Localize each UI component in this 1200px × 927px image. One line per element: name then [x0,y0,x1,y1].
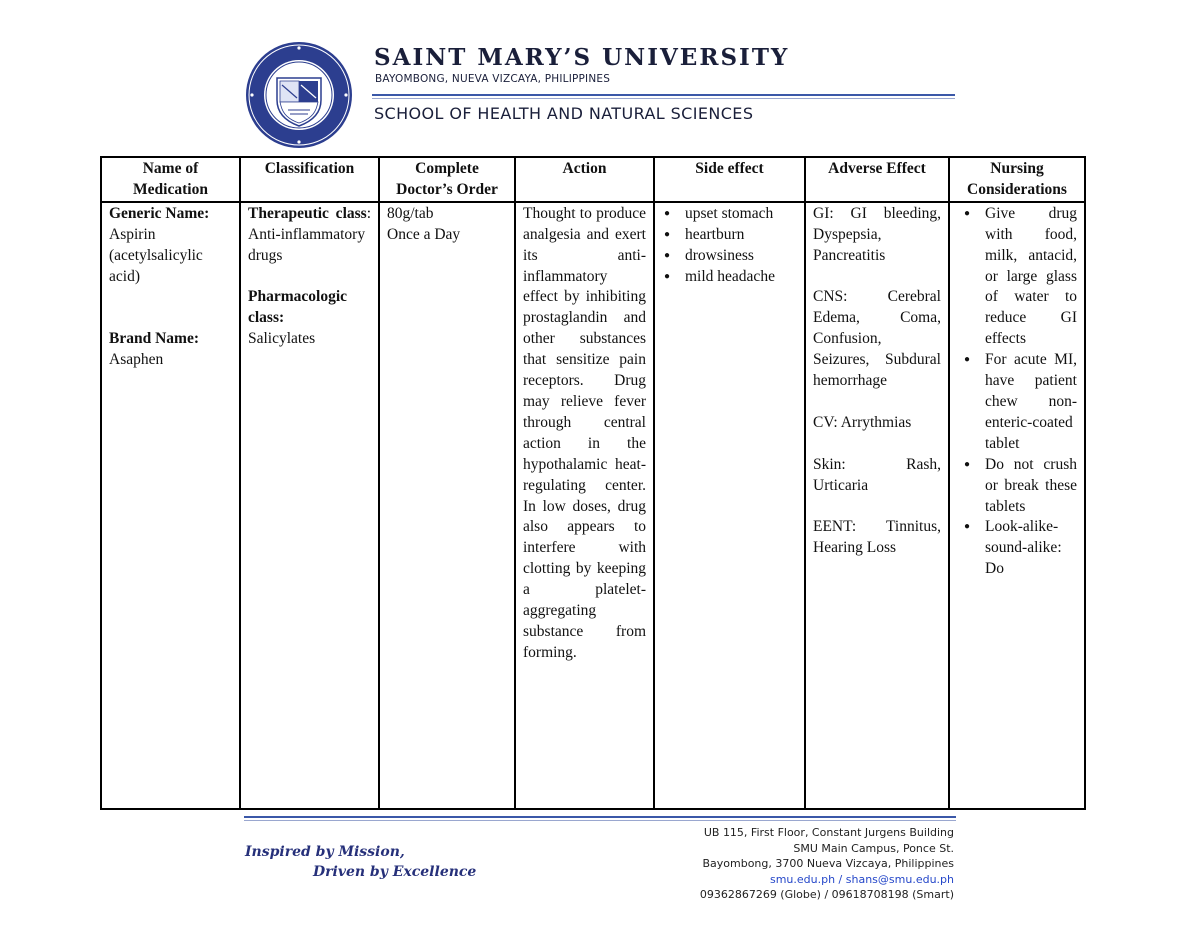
list-item: ● upset stomach [685,204,797,225]
address-line-1: UB 115, First Floor, Constant Jurgens Building [703,826,954,839]
header-classification: Classification [240,157,379,202]
header-adverse-effect: Adverse Effect [805,157,949,202]
header-rule [372,94,955,96]
school-name: SCHOOL OF HEALTH AND NATURAL SCIENCES [374,104,754,123]
drug-study-table [100,156,1086,810]
header-action: Action [515,157,654,202]
pharmacologic-class-value: Salicylates [248,330,316,348]
list-item: ● For acute MI, have patient chew non-enteric-coated tablet [985,350,1077,455]
adverse-cv: CV: Arrythmias [813,413,912,431]
letterhead [0,0,1200,150]
generic-name-label: Generic Name: [109,204,210,222]
motto-line-1: Inspired by Mission, [245,844,405,860]
address-line-3: Bayombong, 3700 Nueva Vizcaya, Philippines [702,857,954,871]
order-frequency: Once a Day [387,225,461,243]
order-dose: 80g/tab [387,204,434,222]
adverse-gi: GI: GI bleeding, Dyspepsia, Pancreatitis [813,204,941,264]
footer-rule [244,816,956,818]
generic-name-value: Aspirin (acetylsalicylic acid) [109,225,203,285]
brand-name-label: Brand Name: [109,330,199,348]
header-nursing-considerations: Nursing Considerations [949,157,1085,202]
cell-side-effects [654,202,805,809]
cell-classification [240,202,379,809]
list-item: ● drowsiness [685,246,797,267]
therapeutic-class-value: : Anti-inflammatory drugs [248,204,371,264]
footer [0,810,1200,927]
cell-action [515,202,654,809]
adverse-eent: EENT: Tinnitus, Hearing Loss [813,518,941,557]
contact-block [700,825,954,903]
university-seal-logo [244,40,354,150]
adverse-cns: CNS: Cerebral Edema, Coma, Confusion, Seizures, Subdural hemorrhage [813,288,941,390]
footer-rule-thin [244,820,956,821]
cell-medication-name [101,202,240,809]
list-item: ● Give drug with food, milk, antacid, or large glass of water to reduce GI effects [985,204,1077,350]
address-line-2: SMU Main Campus, Ponce St. [793,841,954,855]
pharmacologic-class-label: Pharmacologic class: [248,288,348,327]
header-row [101,157,1085,202]
cell-doctors-order [379,202,515,809]
action-text: Thought to produce analgesia and exert its anti-inflammatory effect by inhibiting prostaglandin and other substances that sensitize pain receptors. Drug may relieve fever through central action in the hypothalamic heat-regulating center. In low doses, drug also appears to interfere with clotting by keeping a platelet-aggregating substance from forming. [523,204,646,661]
list-item: ● Look-alike-sound-alike: Do [985,517,1077,580]
list-item: ● heartburn [685,225,797,246]
header-side-effect: Side effect [654,157,805,202]
web-email-link[interactable]: smu.edu.ph / shans@smu.edu.ph [769,872,954,886]
header-doctors-order: Complete Doctor’s Order [379,157,515,202]
header-rule-thin [372,98,955,99]
nursing-list [962,204,1077,580]
phone-numbers: 09362867269 (Globe) / 09618708198 (Smart) [699,888,954,902]
university-name: SAINT MARY’S UNIVERSITY [374,44,790,71]
university-location: BAYOMBONG, NUEVA VIZCAYA, PHILIPPINES [375,73,611,85]
motto-line-2: Driven by Excellence [313,864,477,880]
brand-name-value: Asaphen [109,351,164,369]
adverse-skin: Skin: Rash, Urticaria [813,455,941,494]
cell-nursing-considerations [949,202,1085,809]
table-row [101,202,1085,809]
side-effect-list [662,204,797,288]
therapeutic-class-label: Therapeutic class [248,204,367,222]
list-item: ● mild headache [685,267,797,288]
cell-adverse-effects [805,202,949,809]
list-item: ● Do not crush or break these tablets [985,455,1077,518]
header-name-of-medication: Name of Medication [101,157,240,202]
